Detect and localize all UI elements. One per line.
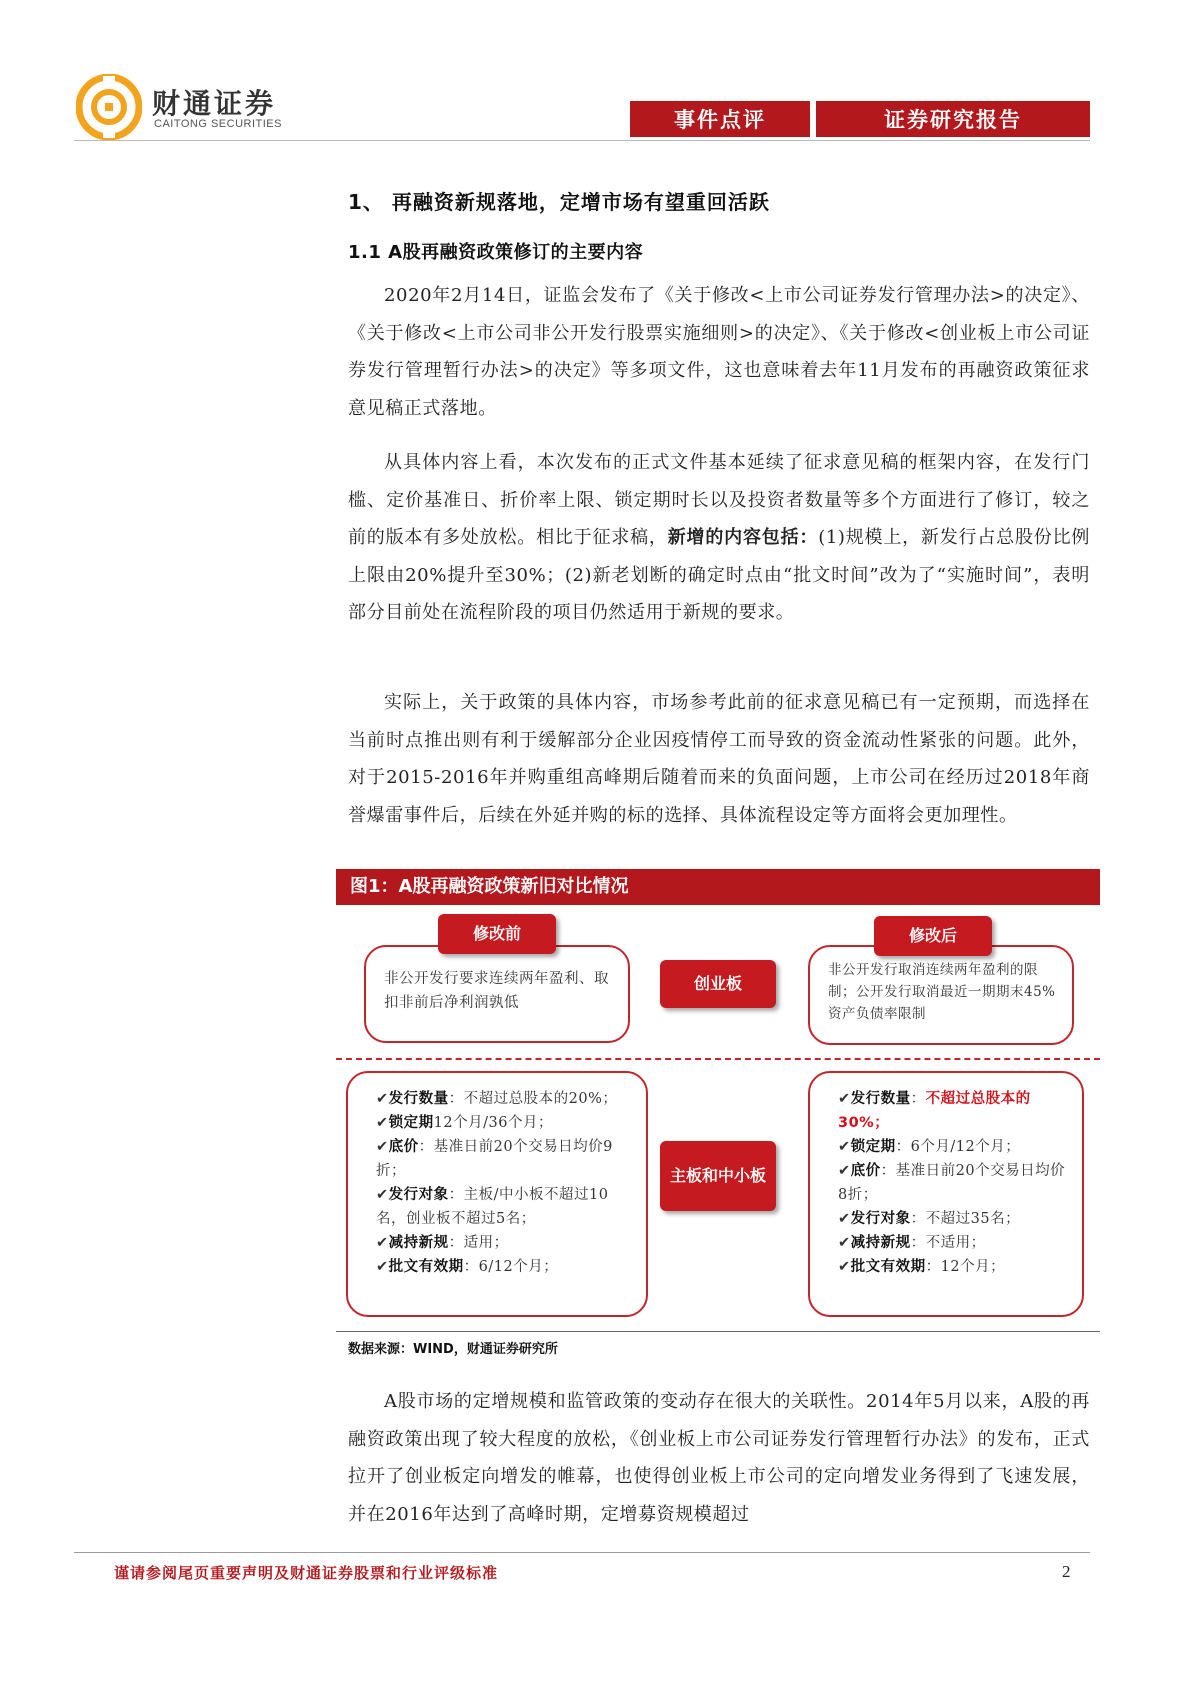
after-item: ✔锁定期：6个月/12个月；: [838, 1139, 1021, 1155]
after-rules-box: [808, 1071, 1084, 1317]
figure-title: 图1：A股再融资政策新旧对比情况: [336, 869, 1100, 905]
before-item: ✔锁定期12个月/36个月；: [376, 1115, 553, 1131]
paragraph-1: 2020年2月14日，证监会发布了《关于修改<上市公司证券发行管理办法>的决定》、《关于修改<上市公司非公开发行股票实施细则>的决定》、《关于修改<创业板上市公司证券发行管理暂行办法>的决定》等多项文件，这也意味着去年11月发布的再融资政策征求意见稿正式落地。: [348, 285, 1090, 419]
before-item: ✔减持新规：适用；: [376, 1235, 509, 1251]
report-category-tag: 证券研究报告: [816, 101, 1090, 137]
figure-bottom-rule: [336, 1331, 1100, 1332]
main-board-label: 主板和中小板: [660, 1141, 776, 1211]
page-number: 2: [1062, 1562, 1071, 1581]
before-item: ✔发行对象：主板/中小板不超过10名，创业板不超过5名；: [376, 1187, 609, 1227]
paragraph-3: 实际上，关于政策的具体内容，市场参考此前的征求意见稿已有一定预期，而选择在当前时点推出则有利于缓解部分企业因疫情停工而导致的资金流动性紧张的问题。此外，对于2015-2016年并购重组高峰期后随着而来的负面问题，上市公司在经历过2018年商誉爆雷事件后，后续在外延并购的标的选择、具体流程设定等方面将会更加理性。: [348, 692, 1090, 826]
paragraph-2-text-b: (1)规模上，新发行占总股份比例上限由20%提升至30%；(2)新老划断的确定时点由“批文时间”改为了“实施时间”，表明部分目前处在流程阶段的项目仍然适用于新规的要求。: [348, 527, 1090, 623]
before-rules-box: [346, 1071, 648, 1317]
after-item: ✔发行对象：不超过35名；: [838, 1211, 1021, 1227]
after-item: ✔发行数量：不超过总股本的30%；: [838, 1091, 1031, 1131]
before-item: ✔批文有效期：6/12个月；: [376, 1259, 559, 1275]
gem-after-text: 非公开发行取消连续两年盈利的限制；公开发行取消最近一期期末45%资产负债率限制: [828, 962, 1056, 1022]
paragraph-2-text-a: 从具体内容上看，本次发布的正式文件基本延续了征求意见稿的框架内容，在发行门槛、定价基准日、折价率上限、锁定期时长以及投资者数量等多个方面进行了修订，较之前的版本有多处放松。相比于征求稿，: [348, 452, 1090, 548]
before-item: ✔底价：基准日前20个交易日均价9折；: [376, 1139, 613, 1179]
figure-source: 数据来源：WIND，财通证券研究所: [348, 1342, 558, 1357]
after-label: 修改后: [874, 916, 992, 956]
header-divider: [74, 140, 1090, 141]
before-label: 修改前: [438, 914, 556, 954]
subsection-heading: 1.1 A股再融资政策修订的主要内容: [348, 242, 644, 263]
after-item: ✔减持新规：不适用；: [838, 1235, 986, 1251]
section-heading: 1、 再融资新规落地，定增市场有望重回活跃: [348, 190, 770, 214]
gem-before-box: [364, 945, 630, 1043]
after-item: ✔底价：基准日前20个交易日均价8折；: [838, 1163, 1066, 1203]
paragraph-2-bold: 新增的内容包括：: [667, 527, 819, 548]
gem-before-text: 非公开发行要求连续两年盈利、取扣非前后净利润孰低: [384, 971, 609, 1011]
footer-disclaimer: 谨请参阅尾页重要声明及财通证券股票和行业评级标准: [114, 1564, 499, 1582]
paragraph-2: [348, 444, 1090, 632]
paragraph-4: A股市场的定增规模和监管政策的变动存在很大的关联性。2014年5月以来，A股的再融资政策出现了较大程度的放松，《创业板上市公司证券发行管理暂行办法》的发布，正式拉开了创业板定向增发的帷幕，也使得创业板上市公司的定向增发业务得到了飞速发展，并在2016年达到了高峰时期，定增募资规模超过: [348, 1391, 1090, 1525]
company-logo-icon: [76, 74, 142, 140]
gem-label: 创业板: [660, 960, 776, 1008]
report-type-tag: 事件点评: [630, 101, 810, 137]
company-name-cn: 财通证券: [152, 87, 277, 120]
footer-divider: [74, 1552, 1090, 1553]
figure-dashed-divider: [336, 1058, 1100, 1060]
after-item: ✔批文有效期：12个月；: [838, 1259, 1006, 1275]
gem-after-box: [808, 945, 1074, 1045]
company-name-en: CAITONG SECURITIES: [154, 118, 282, 130]
before-item: ✔发行数量：不超过总股本的20%；: [376, 1091, 618, 1107]
